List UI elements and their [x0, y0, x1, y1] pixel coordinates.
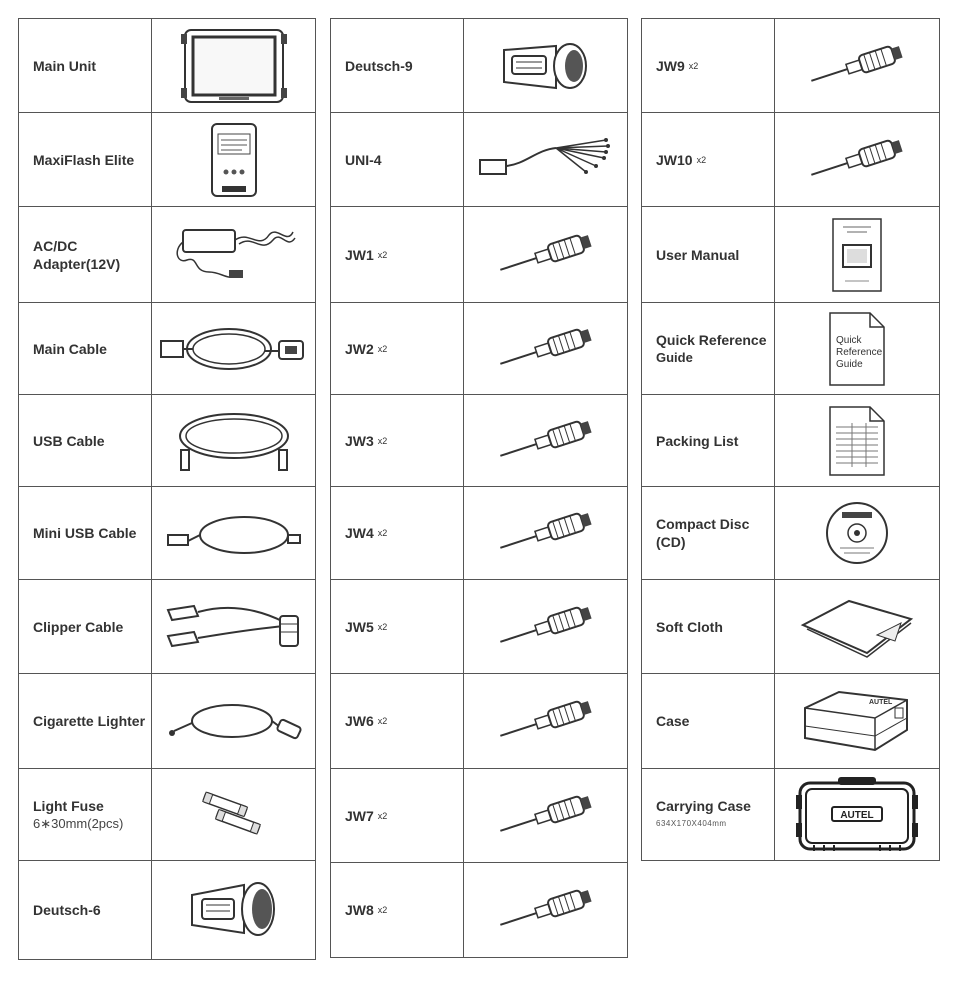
item-label: [331, 19, 464, 112]
list-item: [331, 769, 627, 863]
list-item: [331, 580, 627, 674]
item-quantity: x2: [688, 60, 699, 71]
list-item: [642, 487, 939, 580]
list-item: [19, 487, 315, 580]
item-name: JW3: [345, 432, 374, 449]
item-name: UNI-4: [345, 151, 382, 168]
item-name: AC/DC: [33, 237, 78, 254]
item-quantity: x2: [377, 528, 388, 538]
item-label: [642, 303, 775, 394]
item-name: Compact Disc: [656, 516, 750, 532]
item-label: [19, 861, 152, 959]
item-label: [331, 863, 464, 957]
main-cable-icon: [152, 303, 315, 394]
power-adapter-icon: [152, 207, 315, 302]
list-item: [19, 674, 315, 769]
jumper-wire-icon: [464, 207, 627, 302]
item-name: Packing List: [656, 432, 739, 449]
item-label: [19, 303, 152, 394]
item-name: Light Fuse: [33, 797, 104, 814]
item-name: JW1: [345, 246, 374, 263]
deutsch-connector-icon: [464, 19, 627, 112]
item-name: Clipper Cable: [33, 618, 124, 635]
jumper-wire-icon: [464, 769, 627, 862]
art-text-logo: AUTEL: [840, 810, 874, 821]
item-name: Cigarette Lighter: [33, 713, 146, 729]
item-name: JW7: [345, 807, 374, 824]
item-label: [19, 113, 152, 206]
list-item: [19, 395, 315, 487]
item-name: Main Unit: [33, 57, 96, 74]
list-item: [642, 207, 939, 303]
item-label: [642, 19, 775, 112]
item-spec: 634X170X404mm: [656, 819, 727, 828]
art-text-line: Quick: [836, 334, 862, 346]
jumper-wire-icon: [775, 19, 939, 112]
list-item: [331, 303, 627, 395]
list-item: [642, 580, 939, 674]
item-name: JW2: [345, 340, 374, 357]
list-item: [642, 19, 939, 113]
list-item: [331, 395, 627, 487]
tablet-icon: [152, 19, 315, 112]
item-label: [331, 113, 464, 206]
item-name: Deutsch-9: [345, 57, 413, 74]
uni-cable-icon: [464, 113, 627, 206]
item-label: [19, 674, 152, 768]
item-name: JW5: [345, 618, 374, 635]
cloth-icon: [775, 580, 939, 673]
column-2: [330, 18, 628, 958]
column-1: [18, 18, 316, 960]
item-label: [331, 769, 464, 862]
jumper-wire-icon: [464, 580, 627, 673]
jumper-wire-icon: [464, 395, 627, 486]
item-spec: 6∗30mm(2pcs): [33, 815, 124, 831]
mini-usb-cable-icon: [152, 487, 315, 579]
list-item: [19, 113, 315, 207]
list-item: [642, 113, 939, 207]
item-label: [331, 207, 464, 302]
item-quantity: x2: [377, 905, 388, 915]
item-name: JW9: [656, 57, 685, 74]
jumper-wire-icon: [464, 863, 627, 957]
list-item: [642, 769, 939, 861]
item-name: JW10: [656, 151, 693, 168]
item-name-line2: Adapter(12V): [33, 255, 121, 272]
item-name: JW4: [345, 525, 374, 541]
item-name-line2: (CD): [656, 534, 686, 550]
item-label: [642, 207, 775, 302]
item-name: Quick Reference: [656, 331, 767, 348]
item-quantity: x2: [377, 716, 388, 726]
item-name: Case: [656, 713, 690, 729]
item-label: [331, 674, 464, 768]
item-label: [19, 769, 152, 860]
list-item: [331, 487, 627, 580]
cd-icon: [775, 487, 939, 579]
item-label: [19, 19, 152, 112]
list-item: [19, 303, 315, 395]
item-label: [331, 580, 464, 673]
jumper-wire-icon: [464, 303, 627, 394]
item-name: Carrying Case: [656, 798, 751, 814]
column-3: [641, 18, 940, 861]
item-label: [19, 395, 152, 486]
item-label: [642, 113, 775, 206]
carrying-case-icon: [775, 769, 939, 861]
item-label: [331, 487, 464, 579]
jumper-wire-icon: [464, 487, 627, 579]
list-item: [642, 674, 939, 769]
list-item: [19, 769, 315, 861]
list-item: [19, 19, 315, 113]
item-quantity: x2: [377, 435, 388, 446]
item-quantity: x2: [377, 343, 388, 354]
item-label: [19, 580, 152, 673]
item-name: JW6: [345, 713, 374, 729]
art-text-line: Guide: [836, 358, 863, 370]
item-label: [331, 303, 464, 394]
item-name: MaxiFlash Elite: [33, 151, 135, 168]
item-name: Deutsch-6: [33, 902, 101, 918]
item-label: [642, 580, 775, 673]
item-label: [642, 395, 775, 486]
list-item: [331, 674, 627, 769]
deutsch-connector-icon: [152, 861, 315, 959]
item-name-line2: Guide: [656, 349, 693, 365]
item-quantity: x2: [377, 810, 388, 821]
fuse-icon: [152, 769, 315, 860]
item-name: USB Cable: [33, 432, 105, 449]
item-name: User Manual: [656, 246, 740, 263]
item-name: Main Cable: [33, 340, 107, 357]
quick-guide-icon: [775, 303, 939, 394]
item-label: [642, 487, 775, 579]
vci-box-icon: [152, 113, 315, 206]
item-label: [19, 207, 152, 302]
list-item: [642, 303, 939, 395]
art-text-line: Reference: [836, 346, 883, 358]
list-item: [642, 395, 939, 487]
list-item: [331, 113, 627, 207]
packing-list-icon: [775, 395, 939, 486]
item-quantity: x2: [696, 154, 707, 165]
item-label: [642, 674, 775, 768]
item-name: Soft Cloth: [656, 618, 723, 635]
item-quantity: x2: [377, 249, 388, 260]
list-item: [19, 207, 315, 303]
usb-cable-icon: [152, 395, 315, 486]
manual-icon: [775, 207, 939, 302]
item-name: JW8: [345, 902, 374, 918]
item-label: [19, 487, 152, 579]
item-quantity: x2: [377, 621, 388, 632]
clipper-cable-icon: [152, 580, 315, 673]
art-text-logo: AUTEL: [869, 699, 893, 706]
list-item: [331, 19, 627, 113]
item-label: [642, 769, 775, 861]
list-item: [19, 861, 315, 959]
jumper-wire-icon: [464, 674, 627, 768]
item-label: [331, 395, 464, 486]
list-item: [331, 863, 627, 957]
item-name: Mini USB Cable: [33, 525, 137, 541]
jumper-wire-icon: [775, 113, 939, 206]
cigarette-lighter-icon: [152, 674, 315, 768]
list-item: [19, 580, 315, 674]
list-item: [331, 207, 627, 303]
case-icon: [775, 674, 939, 768]
